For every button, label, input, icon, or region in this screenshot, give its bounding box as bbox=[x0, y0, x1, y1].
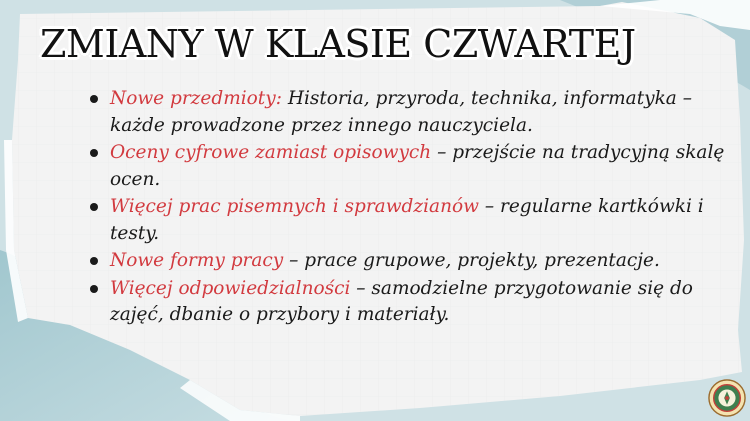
item-highlight: Oceny cyfrowe zamiast opisowych bbox=[110, 142, 432, 163]
item-text: – prace grupowe, projekty, prezentacje. bbox=[283, 250, 660, 271]
bullet-dot bbox=[90, 95, 98, 103]
list-item bbox=[88, 140, 728, 193]
list-item bbox=[88, 86, 728, 139]
bullet-dot bbox=[90, 149, 98, 157]
item-highlight: Nowe formy pracy bbox=[110, 250, 284, 271]
list-item bbox=[88, 194, 728, 247]
list-item bbox=[88, 248, 728, 275]
item-text: – samodzielne przygotowanie się do zajęć, dbanie o przybory i materiały. bbox=[110, 277, 693, 325]
bullet-dot bbox=[90, 203, 98, 211]
slide-title: ZMIANY W KLASIE CZWARTEJ bbox=[40, 22, 636, 66]
list-item bbox=[88, 276, 728, 329]
bullet-list bbox=[88, 86, 728, 330]
item-text: Historia, przyroda, technika, informatyka – każde prowadzone przez innego nauczyciela. bbox=[110, 88, 692, 136]
bullet-dot bbox=[90, 257, 98, 265]
item-highlight: Więcej prac pisemnych i sprawdzianów bbox=[110, 196, 479, 217]
item-highlight: Więcej odpowiedzialności bbox=[110, 277, 351, 299]
item-highlight: Nowe przedmioty: bbox=[110, 88, 282, 109]
school-emblem-icon bbox=[708, 379, 746, 417]
bullet-dot bbox=[90, 285, 98, 293]
item-text: – przejście na tradycyjną skalę ocen. bbox=[110, 142, 725, 190]
item-text: – regularne kartkówki i testy. bbox=[110, 196, 704, 244]
